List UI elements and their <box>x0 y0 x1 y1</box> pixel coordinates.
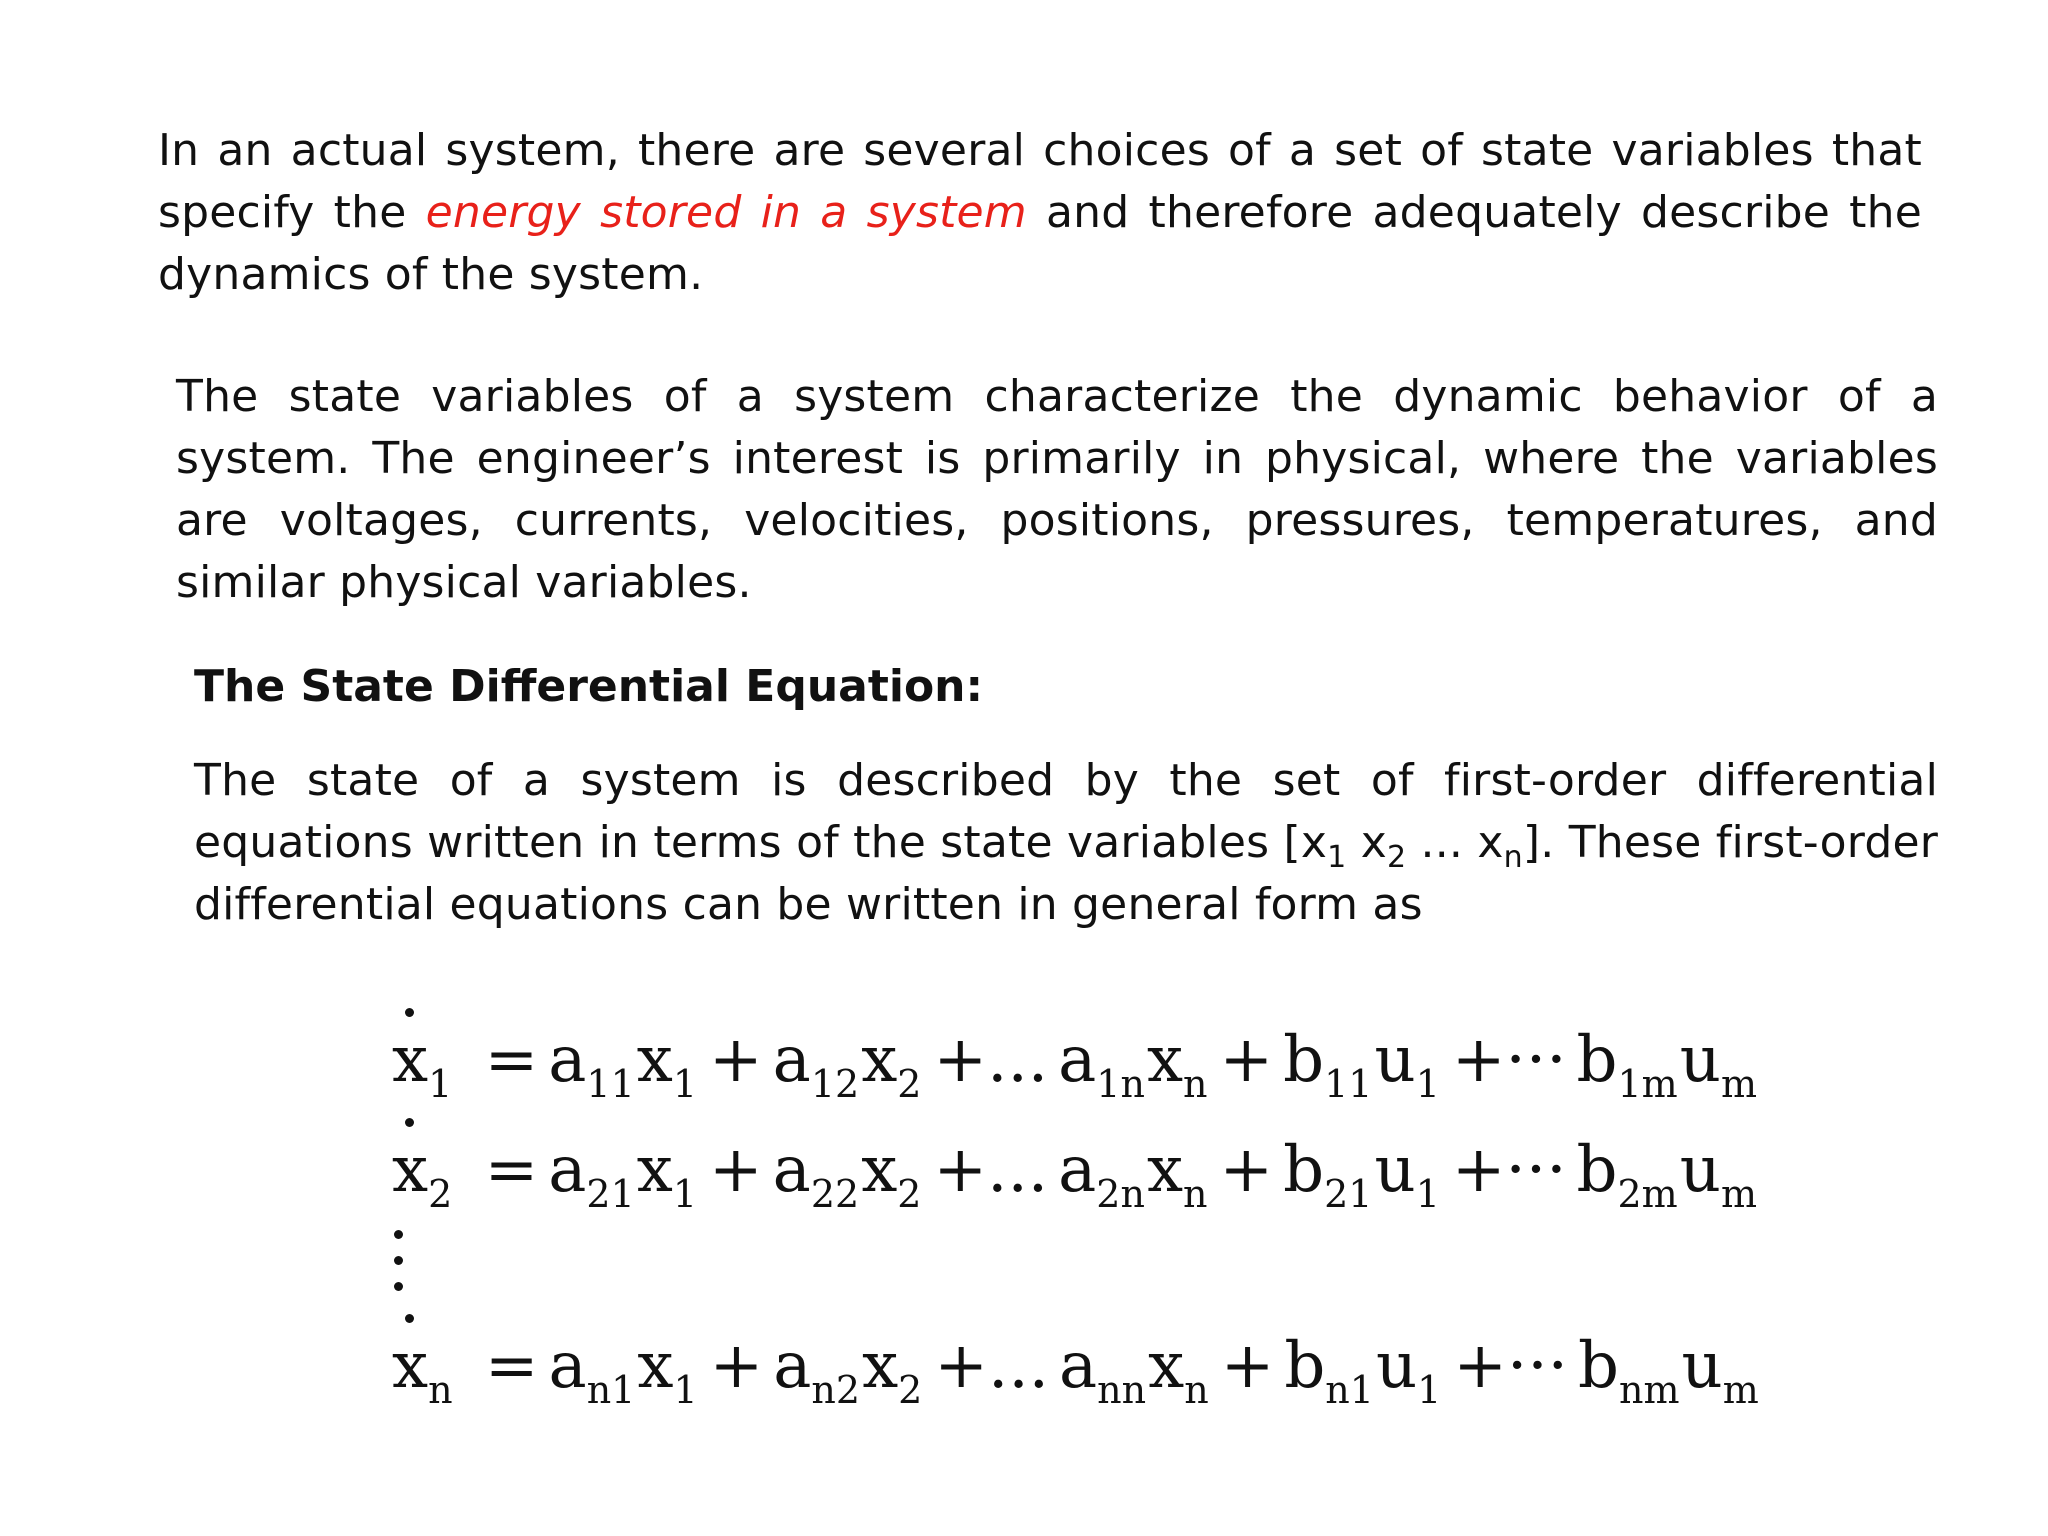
state-variables-paragraph: The state variables of a system characterize the dynamic behavior of a system. The engineer’s interest is primarily in physical, where the variables are voltages, currents, velocities, positions, pressures, temperatures, and similar physical variables. <box>176 371 1938 608</box>
eq1-an-sub: 1n <box>1096 1062 1145 1106</box>
eq1-xn-sub: n <box>1183 1062 1208 1106</box>
eq3-b: b <box>1284 1329 1326 1403</box>
eq3-a: a <box>548 1329 587 1403</box>
eq1-x2: x <box>861 1023 898 1097</box>
eq3-xn-sub: n <box>1184 1368 1209 1412</box>
time-derivative-dot <box>405 1008 414 1017</box>
eq2-um: u <box>1679 1133 1721 1207</box>
eq3-lhs-sub: n <box>428 1368 453 1412</box>
eq1-plus-2: + <box>1219 1023 1274 1097</box>
eq1-u: u <box>1374 1023 1416 1097</box>
eq1-plus-1: + <box>709 1023 763 1097</box>
eq1-lhs-var: x <box>392 1023 429 1097</box>
eq3-u-sub: 1 <box>1417 1368 1442 1412</box>
eq2-a2-sub: 22 <box>810 1172 860 1216</box>
eq3-bm-sub: nm <box>1618 1368 1680 1412</box>
eq1-bm: b <box>1576 1023 1618 1097</box>
eq2-x2: x <box>861 1133 898 1207</box>
eq1-u-sub: 1 <box>1415 1062 1440 1106</box>
eq3-um: u <box>1681 1329 1723 1403</box>
time-derivative-dot <box>405 1314 414 1323</box>
eq1-um-sub: m <box>1720 1062 1757 1106</box>
eq2-plus-2: + <box>1219 1133 1274 1207</box>
state-equation-paragraph <box>194 750 1938 936</box>
eq2-plus-1: + <box>709 1133 763 1207</box>
eq3-an: a <box>1059 1329 1098 1403</box>
vdot-3 <box>394 1282 403 1291</box>
eq2-plus-ellipsis: +... <box>933 1133 1049 1207</box>
eq2-lhs-sub: 2 <box>428 1172 453 1216</box>
eq3-plus-ellipsis: +... <box>934 1329 1050 1403</box>
eq3-plus-2: + <box>1220 1329 1275 1403</box>
p3-text-end: ]. These first-order differential equations can be written in general form as <box>194 817 1939 930</box>
section-heading: The State Differential Equation: <box>194 661 984 712</box>
eq1-a2: a <box>772 1023 811 1097</box>
eq2-x-sub: 1 <box>672 1172 698 1216</box>
eq3-b-sub: n1 <box>1325 1368 1374 1412</box>
eq3-u: u <box>1375 1329 1418 1403</box>
intro-paragraph <box>158 120 1922 306</box>
equation-2 <box>392 1130 1759 1216</box>
eq1-xn: x <box>1146 1023 1184 1097</box>
eq1-a-sub: 11 <box>586 1062 635 1106</box>
eq1-plus-cdots: +··· <box>1451 1023 1567 1097</box>
intro-text-start: In an actual system, there are several choices of a set of state variables that specify the <box>158 125 1922 238</box>
eq3-plus-cdots: +··· <box>1453 1329 1569 1403</box>
eq1-a2-sub: 12 <box>810 1062 860 1106</box>
eq3-xn: x <box>1148 1329 1185 1403</box>
equation-1 <box>392 1020 1759 1106</box>
eq2-u-sub: 1 <box>1415 1172 1440 1216</box>
eq3-plus-1: + <box>709 1329 764 1403</box>
vdot-2 <box>394 1256 403 1265</box>
eq2-an-sub: 2n <box>1096 1172 1145 1216</box>
eq1-x2-sub: 2 <box>897 1062 922 1106</box>
eq1-bm-sub: 1m <box>1617 1062 1678 1106</box>
eq2-lhs-var: x <box>392 1133 429 1207</box>
vertical-ellipsis-icon <box>392 1222 406 1302</box>
eq1-x: x <box>636 1023 673 1097</box>
eq1-lhs-xdot <box>392 1020 428 1100</box>
eq3-a2-sub: n2 <box>811 1368 861 1412</box>
eq2-equals: = <box>484 1133 539 1207</box>
eq3-um-sub: m <box>1722 1368 1759 1412</box>
eq1-lhs-sub: 1 <box>428 1062 453 1106</box>
eq2-bm: b <box>1576 1133 1618 1207</box>
eq2-b: b <box>1283 1133 1325 1207</box>
eq1-a: a <box>548 1023 587 1097</box>
intro-text-end: and therefore adequately describe the dynamics of the system. <box>158 187 1922 300</box>
eq2-a2: a <box>772 1133 811 1207</box>
p3-text-start: The state of a system is described by the set of first-order differential equations written in terms of the state variables [x <box>194 755 1938 868</box>
eq1-um: u <box>1679 1023 1721 1097</box>
eq3-an-sub: nn <box>1097 1368 1147 1412</box>
eq3-bm: b <box>1578 1329 1619 1403</box>
eq2-x: x <box>636 1133 673 1207</box>
eq3-x2-sub: 2 <box>898 1368 923 1412</box>
eq2-bm-sub: 2m <box>1617 1172 1678 1216</box>
eq2-lhs-xdot <box>392 1130 428 1210</box>
equation-n <box>392 1326 1761 1412</box>
eq2-u: u <box>1374 1133 1416 1207</box>
eq2-an: a <box>1058 1133 1097 1207</box>
p3-sub-n: n <box>1503 840 1523 875</box>
eq3-lhs-var: x <box>392 1329 429 1403</box>
eq3-a2: a <box>773 1329 812 1403</box>
eq3-lhs-xdot <box>392 1326 428 1406</box>
eq1-equals: = <box>484 1023 539 1097</box>
eq3-x: x <box>637 1329 674 1403</box>
eq2-plus-cdots: +··· <box>1451 1133 1567 1207</box>
eq2-x2-sub: 2 <box>897 1172 922 1216</box>
eq2-xn-sub: n <box>1183 1172 1208 1216</box>
eq1-plus-ellipsis: +... <box>933 1023 1049 1097</box>
eq3-a-sub: n1 <box>586 1368 636 1412</box>
eq2-a: a <box>548 1133 587 1207</box>
eq3-x2: x <box>862 1329 899 1403</box>
eq3-x-sub: 1 <box>673 1368 698 1412</box>
p3-text-mid1: x <box>1346 817 1387 868</box>
eq1-b: b <box>1283 1023 1325 1097</box>
eq1-x-sub: 1 <box>672 1062 698 1106</box>
eq1-b-sub: 11 <box>1324 1062 1373 1106</box>
eq2-b-sub: 21 <box>1324 1172 1373 1216</box>
eq2-xn: x <box>1146 1133 1184 1207</box>
p3-sub-1: 1 <box>1327 840 1347 875</box>
vdot-1 <box>394 1230 403 1239</box>
time-derivative-dot <box>405 1118 414 1127</box>
energy-stored-highlight: energy stored in a system <box>425 187 1027 238</box>
p3-text-mid2: ... x <box>1406 817 1504 868</box>
eq2-um-sub: m <box>1720 1172 1757 1216</box>
p3-sub-2: 2 <box>1386 840 1407 875</box>
eq3-equals: = <box>484 1329 539 1403</box>
eq1-an: a <box>1058 1023 1097 1097</box>
eq2-a-sub: 21 <box>586 1172 635 1216</box>
